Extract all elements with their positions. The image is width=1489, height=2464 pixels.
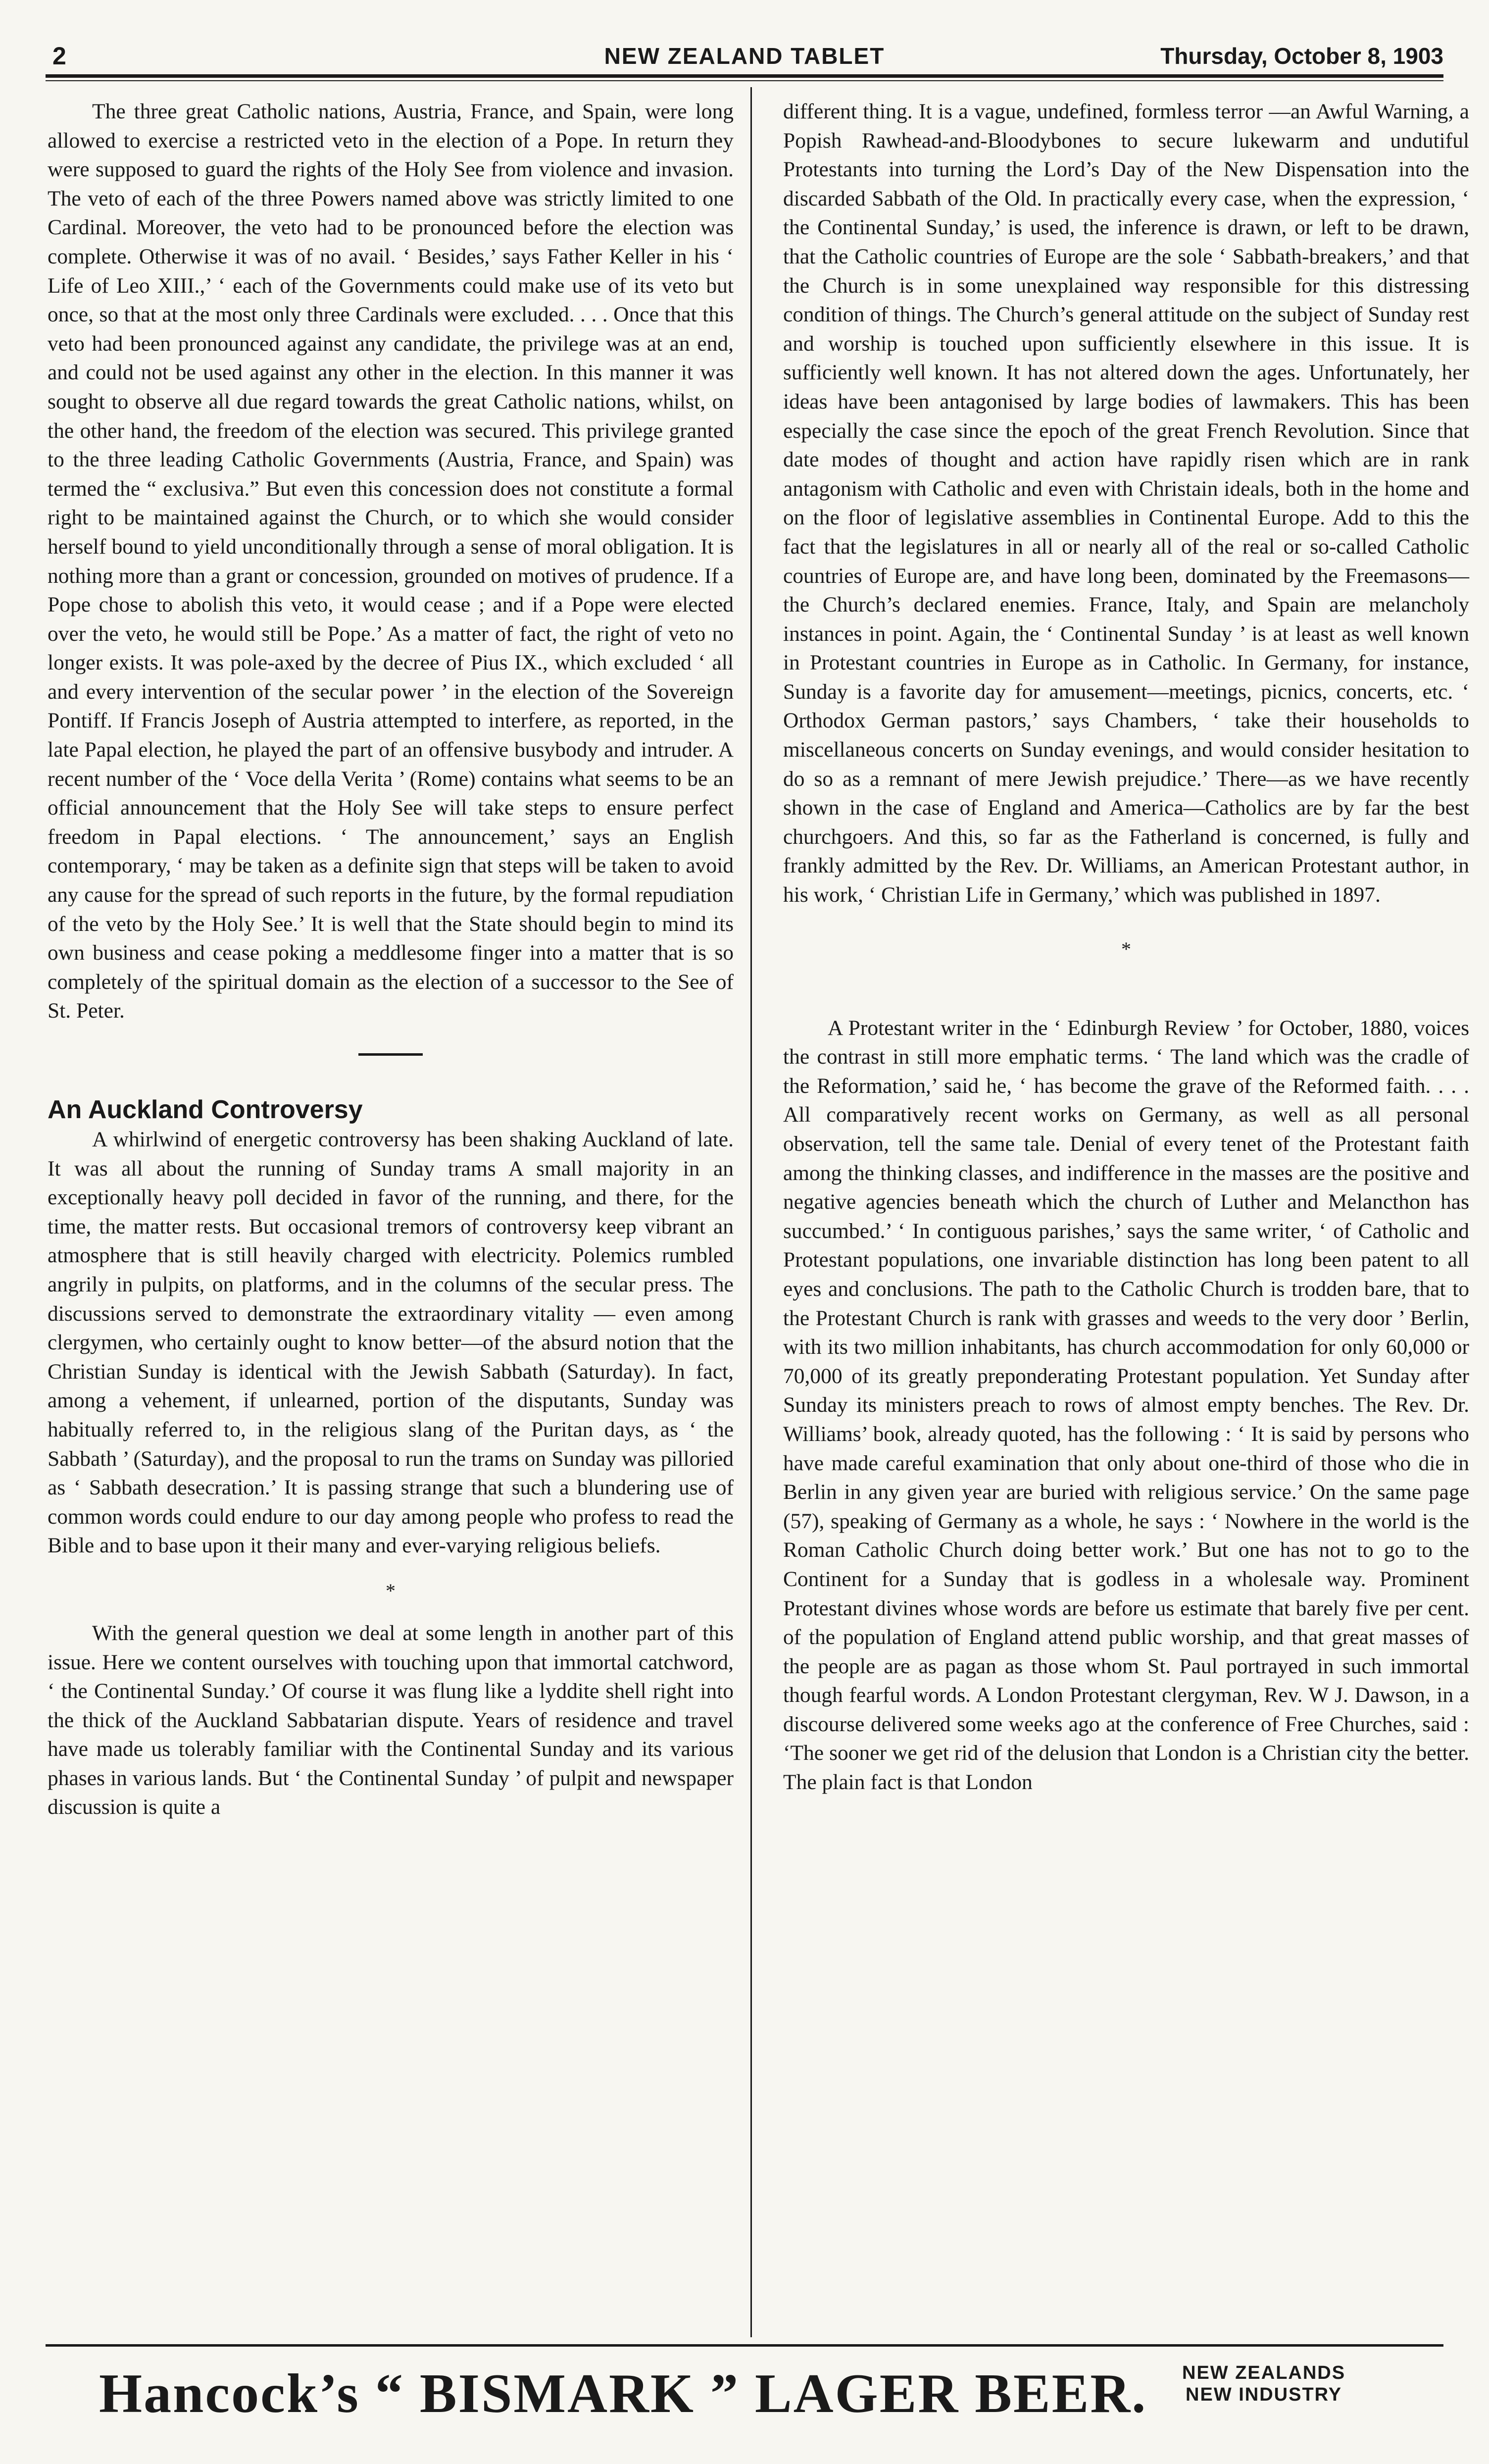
masthead-title: NEW ZEALAND TABLET bbox=[604, 43, 885, 69]
section-separator-dash bbox=[358, 1053, 423, 1056]
continental-sunday-paragraph: different thing. It is a vague, undefined, formless terror —an Awful Warning, a Popish Rawhead-and-Bloodybones to secure lukewarm and undutiful Protestants into turning the Lord’s Day of the New Dispensation into the discarded Sabbath of the Old. In practically every case, when the expression, ‘ the Continental Sunday,’ is used, the inference is drawn, or left to be drawn, that the Catholic countries of Europe are the sole ‘ Sabbath-breakers,’ and that the Church is in some unexplained way responsible for this distressing condition of things. The Church’s general attitude on the subject of Sunday rest and worship is touched upon sufficiently elsewhere in this issue. It is sufficiently well known. It has not altered down the ages. Unfortunately, her ideas have been antagonised by large bodies of lawmakers. This has been especially the case since the epoch of the great French Revolution. Since that date modes of thought and action have rapidly risen which are in rank antagonism with Catholic and even with Christain ideals, both in the home and on the floor of legislative assemblies in Continental Europe. Add to this the fact that the legislatures in all or nearly all of the real or so-called Catholic countries of Europe are, and have long been, dominated by the Freemasons—the Church’s declared enemies. France, Italy, and Spain are melancholy instances in point. Again, the ‘ Continental Sunday ’ is at least as well known in Protestant countries in Europe as in Catholic. In Germany, for instance, Sunday is a favorite day for amusement—meetings, picnics, concerts, etc. ‘ Orthodox German pastors,’ says Chambers, ‘ take their households to miscellaneous concerts on Sunday evenings, and would consider hesitation to do so as a remnant of mere Jewish prejudice.’ There—as we have recently shown in the case of England and America—Catholics are by far the best churchgoers. And this, so far as the Fatherland is concerned, is fully and frankly admitted by the Rev. Dr. Williams, an American Protestant author, in his work, ‘ Christian Life in Germany,’ which was published in 1897. bbox=[783, 100, 1469, 907]
section-separator-star: * bbox=[1121, 937, 1131, 960]
page-header bbox=[46, 42, 1443, 73]
section-separator-star: * bbox=[386, 1579, 396, 1602]
article-veto-paragraph: The three great Catholic nations, Austria, France, and Spain, were long allowed to exercise a restricted veto in the election of a Pope. In return they were supposed to guard the rights of the Holy See from violence and invasion. The veto of each of the three Powers named above was strictly limited to one Cardinal. Moreover, the veto had to be pronounced before the election was complete. Otherwise it was of no avail. ‘ Besides,’ says Father Keller in his ‘ Life of Leo XIII.,’ ‘ each of the Governments could make use of its veto but once, so that at the most only three Cardinals were excluded. . . . Once that this veto had been pronounced against any candidate, the privilege was at an end, and could not be used against any other in the election. In this manner it was sought to observe all due regard towards the great Catholic nations, whilst, on the other hand, the freedom of the election was secured. This privilege granted to the three leading Catholic Governments (Austria, France, and Spain) was termed the “ exclusiva.” But even this concession does not constitute a formal right to be maintained against the Church, or to which she would consider herself bound to yield unconditionally through a sense of moral obligation. It is nothing more than a grant or concession, grounded on motives of prudence. If a Pope chose to abolish this veto, it would cease ; and if a Pope were elected over the veto, he would still be Pope.’ As a matter of fact, the right of veto no longer exists. It was pole-axed by the decree of Pius IX., which excluded ‘ all and every intervention of the secular power ’ in the election of the Sovereign Pontiff. If Francis Joseph of Austria attempted to interfere, as reported, in the late Papal election, he played the part of an offensive busybody and intruder. A recent number of the ‘ Voce della Verita ’ (Rome) contains what seems to be an official announcement that the Holy See will take steps to ensure perfect freedom in Papal elections. ‘ The announcement,’ says an English contemporary, ‘ may be taken as a definite sign that steps will be taken to avoid any cause for the spread of such reports in the future, by the formal repudiation of the veto by the Holy See.’ It is well that the State should begin to mind its own business and cease poking a meddlesome finger into a matter that is so completely of the spiritual domain as the election of a successor to the See of St. Peter. bbox=[48, 100, 734, 1023]
header-rule-thick bbox=[46, 74, 1443, 78]
tagline-line-1: NEW ZEALANDS bbox=[1182, 2362, 1346, 2383]
footer-rule bbox=[46, 2344, 1443, 2347]
advertisement-tagline bbox=[1182, 2362, 1345, 2406]
auckland-paragraph-2: With the general question we deal at some length in another part of this issue. Here we content ourselves with touching upon that immortal catchword, ‘ the Continental Sunday.’ Of course it was flung like a lyddite shell right into the thick of the Auckland Sabbatarian dispute. Years of residence and travel have made us tolerably familiar with the Continental Sunday and its various phases in various lands. But ‘ the Continental Sunday ’ of pulpit and newspaper discussion is quite a bbox=[48, 1621, 734, 1819]
column-divider bbox=[750, 87, 752, 2337]
protestant-writer-paragraph: A Protestant writer in the ‘ Edinburgh Review ’ for October, 1880, voices the contrast in still more emphatic terms. ‘ The land which was the cradle of the Reformation,’ said he, ‘ has become the grave of the Reformed faith. . . . All comparatively recent works on Germany, as well as all personal observation, tell the same tale. Denial of every tenet of the Protestant faith among the thinking classes, and indifference in the masses are the positive and negative agencies beneath which the church of Luther and Melancthon has succumbed.’ ‘ In contiguous parishes,’ says the same writer, ‘ of Catholic and Protestant populations, one invariable distinction has long been patent to all eyes and conclusions. The path to the Catholic Church is trodden bare, that to the Protestant Church is rank with grasses and weeds to the very door ’ Berlin, with its two million inhabitants, has church accommodation for only 60,000 or 70,000 of its greatly preponderating Protestant population. Yet Sunday after Sunday its ministers preach to rows of almost empty benches. The Rev. Dr. Williams’ book, already quoted, has the following : ‘ It is said by persons who have made careful examination that only about one-third of those who die in Berlin in any given year are buried with religious service.’ On the same page (57), speaking of Germany as a whole, he says : ‘ Nowhere in the world is the Roman Catholic Church doing better work.’ But one has not to go to the Continent for a Sunday that is godless in a wholesale way. Prominent Protestant divines whose words are before us estimate that barely five per cent. of the population of England attend public worship, and that great masses of the people are as pagan as those whom St. Paul portrayed in such immortal though fearful words. A London Protestant clergyman, Rev. W J. Dawson, in a discourse delivered some weeks ago at the conference of Free Churches, said : ‘The sooner we get rid of the delusion that London is a Christian city the better. The plain fact is that London bbox=[783, 1016, 1469, 1795]
issue-date: Thursday, October 8, 1903 bbox=[1160, 43, 1443, 69]
header-rule-thin bbox=[46, 80, 1443, 81]
auckland-paragraph-1: A whirlwind of energetic controversy has been shaking Auckland of late. It was all about the running of Sunday trams A small majority in an exceptionally heavy poll decided in favor of the running, and there, for the time, the matter rests. But occasional tremors of controversy keep vibrant an atmosphere that is still heavily charged with electricity. Polemics rumbled angrily in pulpits, on platforms, and in the columns of the secular press. The discussions served to demonstrate the extraordinary vitality — even among clergymen, who certainly ought to know better—of the absurd notion that the Christian Sunday is identical with the Jewish Sabbath (Saturday). In fact, among a vehement, if unlearned, portion of the disputants, Sunday was habitually referred to, in the religious slang of the Puritan days, as ‘ the Sabbath ’ (Saturday), and the proposal to run the trams on Sunday was pilloried as ‘ Sabbath desecration.’ It is passing strange that such a blundering use of common words could endure to our day among people who profess to read the Bible and to base upon it their many and ever-varying religious beliefs. bbox=[48, 1128, 734, 1558]
advertisement-slogan: Hancock’s “ BISMARK ” LAGER BEER. bbox=[99, 2363, 1147, 2424]
right-column bbox=[783, 97, 1469, 1797]
section-heading: An Auckland Controversy bbox=[48, 1095, 363, 1124]
left-column bbox=[48, 97, 734, 1822]
page-number: 2 bbox=[52, 42, 66, 70]
tagline-line-2: NEW INDUSTRY bbox=[1186, 2384, 1342, 2405]
